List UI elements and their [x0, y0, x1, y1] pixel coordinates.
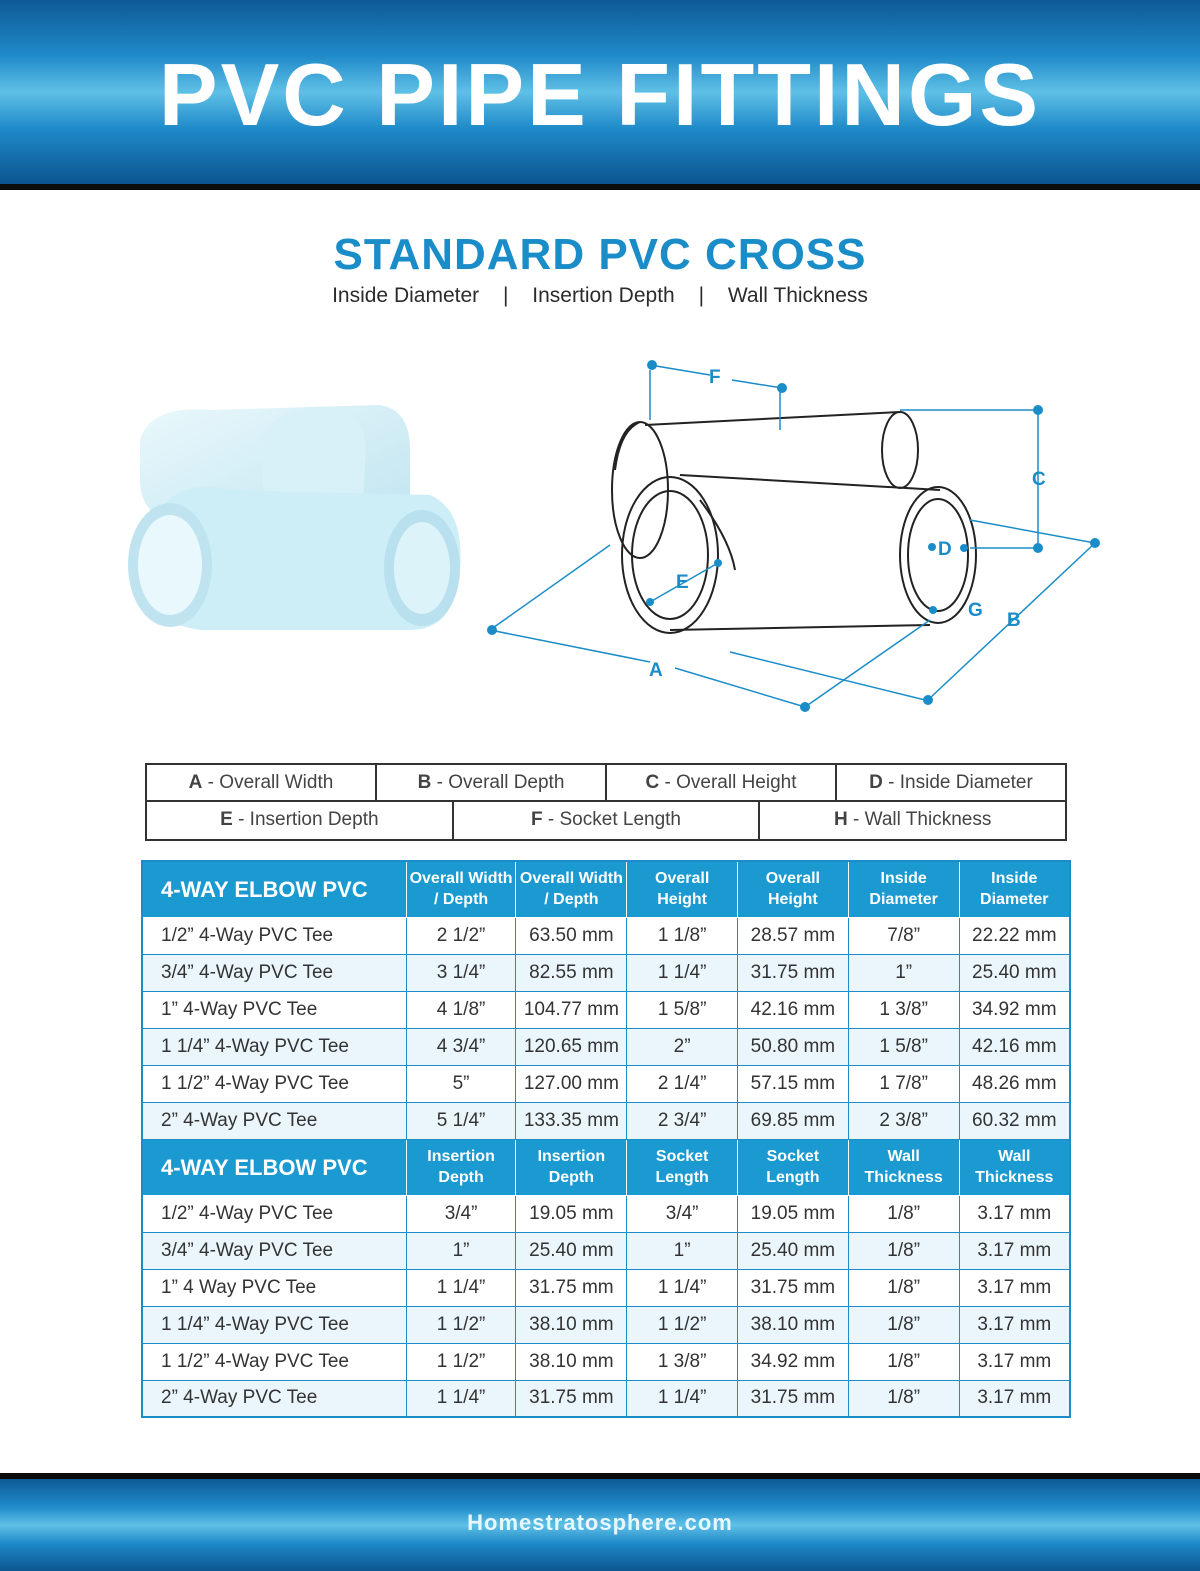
subtitle-item: Inside Diameter [332, 284, 480, 307]
column-header: Inside Diameter [959, 861, 1070, 917]
value-cell: 1 1/8” [627, 917, 738, 954]
diagram-label: G [968, 600, 983, 621]
value-cell: 34.92 mm [738, 1343, 849, 1380]
fitting-name-cell: 1 1/2” 4-Way PVC Tee [142, 1065, 406, 1102]
column-header: Socket Length [627, 1139, 738, 1195]
table-header-row [142, 861, 1070, 917]
legend-item: D - Inside Diameter [869, 772, 1033, 793]
value-cell: 1/8” [848, 1380, 959, 1417]
value-cell: 1 1/2” [627, 1306, 738, 1343]
value-cell: 31.75 mm [738, 954, 849, 991]
value-cell: 38.10 mm [738, 1306, 849, 1343]
value-cell: 82.55 mm [516, 954, 627, 991]
table-row [142, 1269, 1070, 1306]
column-header: Inside Diameter [848, 861, 959, 917]
value-cell: 104.77 mm [516, 991, 627, 1028]
diagram-label: A [649, 660, 663, 681]
diagram-label: F [709, 367, 721, 388]
header-banner [0, 0, 1200, 190]
value-cell: 5 1/4” [406, 1102, 516, 1139]
column-header: 4-WAY ELBOW PVC [142, 1139, 406, 1195]
legend-item: H - Wall Thickness [834, 809, 992, 830]
value-cell: 2 3/4” [627, 1102, 738, 1139]
value-cell: 3 1/4” [406, 954, 516, 991]
value-cell: 22.22 mm [959, 917, 1070, 954]
value-cell: 2” [627, 1028, 738, 1065]
value-cell: 1 3/8” [848, 991, 959, 1028]
value-cell: 1” [406, 1232, 516, 1269]
subtitle-separator: | [698, 284, 705, 307]
value-cell: 31.75 mm [738, 1269, 849, 1306]
value-cell: 34.92 mm [959, 991, 1070, 1028]
footer-site: Homestratosphere.com [467, 1510, 733, 1535]
value-cell: 50.80 mm [738, 1028, 849, 1065]
value-cell: 1 1/2” [406, 1306, 516, 1343]
pvc-cross-diagram [470, 340, 1120, 720]
value-cell: 25.40 mm [959, 954, 1070, 991]
legend-row [147, 765, 1065, 802]
column-header: Insertion Depth [406, 1139, 516, 1195]
value-cell: 133.35 mm [516, 1102, 627, 1139]
table-header-row [142, 1139, 1070, 1195]
value-cell: 28.57 mm [738, 917, 849, 954]
value-cell: 3.17 mm [959, 1232, 1070, 1269]
table-row [142, 1380, 1070, 1417]
table-row [142, 1306, 1070, 1343]
value-cell: 1 1/2” [406, 1343, 516, 1380]
value-cell: 63.50 mm [516, 917, 627, 954]
diagram-label: C [1032, 469, 1046, 490]
value-cell: 38.10 mm [516, 1343, 627, 1380]
value-cell: 2 1/2” [406, 917, 516, 954]
column-header: Overall Width / Depth [516, 861, 627, 917]
value-cell: 3.17 mm [959, 1343, 1070, 1380]
legend-item: A - Overall Width [147, 765, 377, 800]
value-cell: 69.85 mm [738, 1102, 849, 1139]
value-cell: 1 1/4” [627, 1269, 738, 1306]
value-cell: 3.17 mm [959, 1306, 1070, 1343]
value-cell: 1 1/4” [406, 1269, 516, 1306]
value-cell: 60.32 mm [959, 1102, 1070, 1139]
value-cell: 1/8” [848, 1232, 959, 1269]
value-cell: 31.75 mm [516, 1380, 627, 1417]
value-cell: 3.17 mm [959, 1269, 1070, 1306]
table-row [142, 1065, 1070, 1102]
fitting-name-cell: 1 1/4” 4-Way PVC Tee [142, 1306, 406, 1343]
subtitle-separator: | [502, 284, 509, 307]
fitting-name-cell: 2” 4-Way PVC Tee [142, 1102, 406, 1139]
legend-item: E - Insertion Depth [147, 802, 454, 839]
value-cell: 48.26 mm [959, 1065, 1070, 1102]
diagram-label: B [1007, 610, 1021, 631]
value-cell: 1/8” [848, 1343, 959, 1380]
legend-item: B - Overall Depth [377, 765, 607, 800]
diagram-label: D [938, 539, 952, 560]
value-cell: 38.10 mm [516, 1306, 627, 1343]
value-cell: 1 3/8” [627, 1343, 738, 1380]
section-title: STANDARD PVC CROSS [333, 230, 867, 279]
diagram-label: E [676, 572, 689, 593]
column-header: Socket Length [738, 1139, 849, 1195]
value-cell: 19.05 mm [516, 1195, 627, 1232]
table-row [142, 917, 1070, 954]
fitting-name-cell: 3/4” 4-Way PVC Tee [142, 1232, 406, 1269]
column-header: Overall Width / Depth [406, 861, 516, 917]
value-cell: 57.15 mm [738, 1065, 849, 1102]
value-cell: 1 1/4” [406, 1380, 516, 1417]
legend-item: F - Socket Length [454, 802, 761, 839]
pvc-cross-photo [110, 380, 470, 670]
fitting-name-cell: 1” 4-Way PVC Tee [142, 991, 406, 1028]
page-title: PVC PIPE FITTINGS [158, 45, 1042, 144]
value-cell: 1/8” [848, 1269, 959, 1306]
legend-row [147, 802, 1065, 839]
subtitle-item: Insertion Depth [532, 284, 675, 307]
section-subtitle [0, 284, 1200, 308]
value-cell: 1 1/4” [627, 1380, 738, 1417]
fitting-name-cell: 1 1/4” 4-Way PVC Tee [142, 1028, 406, 1065]
value-cell: 42.16 mm [959, 1028, 1070, 1065]
value-cell: 1 5/8” [848, 1028, 959, 1065]
legend-item: C - Overall Height [607, 765, 837, 800]
value-cell: 3/4” [627, 1195, 738, 1232]
value-cell: 25.40 mm [516, 1232, 627, 1269]
table-row [142, 1232, 1070, 1269]
fitting-name-cell: 1/2” 4-Way PVC Tee [142, 1195, 406, 1232]
table-row [142, 1028, 1070, 1065]
value-cell: 4 3/4” [406, 1028, 516, 1065]
fitting-name-cell: 1 1/2” 4-Way PVC Tee [142, 1343, 406, 1380]
subtitle-item: Wall Thickness [727, 284, 868, 307]
column-header: 4-WAY ELBOW PVC [142, 861, 406, 917]
value-cell: 1” [627, 1232, 738, 1269]
table-row [142, 991, 1070, 1028]
value-cell: 1” [848, 954, 959, 991]
table-row [142, 954, 1070, 991]
column-header: Overall Height [627, 861, 738, 917]
spec-table [141, 860, 1071, 1418]
fitting-name-cell: 1” 4 Way PVC Tee [142, 1269, 406, 1306]
value-cell: 5” [406, 1065, 516, 1102]
dimension-legend [145, 763, 1067, 841]
table-row [142, 1343, 1070, 1380]
value-cell: 31.75 mm [516, 1269, 627, 1306]
value-cell: 4 1/8” [406, 991, 516, 1028]
value-cell: 120.65 mm [516, 1028, 627, 1065]
column-header: Insertion Depth [516, 1139, 627, 1195]
fitting-name-cell: 1/2” 4-Way PVC Tee [142, 917, 406, 954]
fitting-name-cell: 2” 4-Way PVC Tee [142, 1380, 406, 1417]
column-header: Wall Thickness [959, 1139, 1070, 1195]
value-cell: 3/4” [406, 1195, 516, 1232]
value-cell: 19.05 mm [738, 1195, 849, 1232]
fitting-name-cell: 3/4” 4-Way PVC Tee [142, 954, 406, 991]
value-cell: 1/8” [848, 1195, 959, 1232]
column-header: Overall Height [738, 861, 849, 917]
value-cell: 1 5/8” [627, 991, 738, 1028]
value-cell: 2 3/8” [848, 1102, 959, 1139]
value-cell: 1 1/4” [627, 954, 738, 991]
value-cell: 127.00 mm [516, 1065, 627, 1102]
value-cell: 1/8” [848, 1306, 959, 1343]
value-cell: 7/8” [848, 917, 959, 954]
value-cell: 1 7/8” [848, 1065, 959, 1102]
value-cell: 31.75 mm [738, 1380, 849, 1417]
value-cell: 42.16 mm [738, 991, 849, 1028]
value-cell: 2 1/4” [627, 1065, 738, 1102]
column-header: Wall Thickness [848, 1139, 959, 1195]
value-cell: 3.17 mm [959, 1380, 1070, 1417]
value-cell: 3.17 mm [959, 1195, 1070, 1232]
value-cell: 25.40 mm [738, 1232, 849, 1269]
table-row [142, 1102, 1070, 1139]
table-row [142, 1195, 1070, 1232]
